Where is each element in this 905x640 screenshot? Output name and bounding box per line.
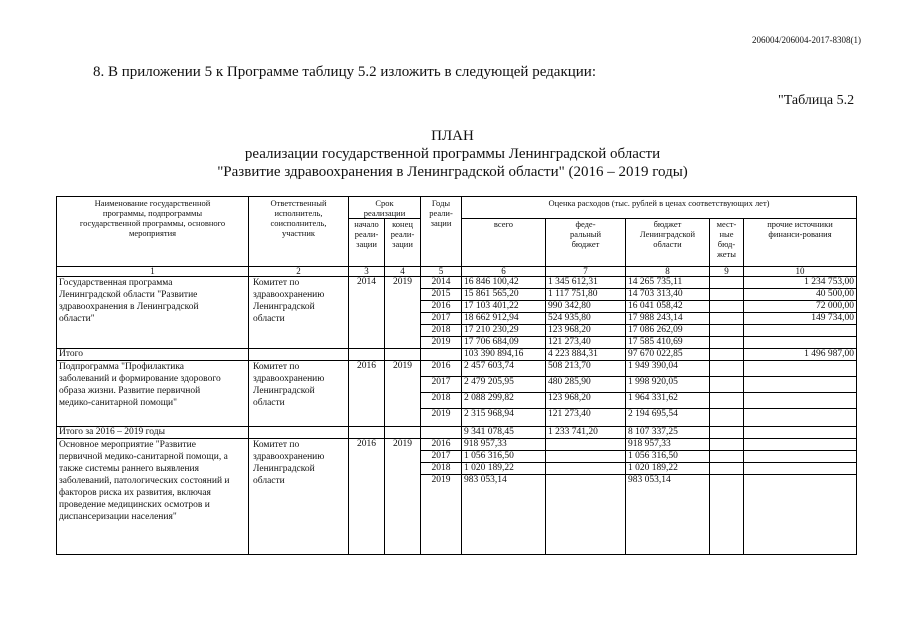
- col-num: 5: [421, 267, 462, 277]
- regional-cell: 16 041 058,42: [626, 301, 710, 313]
- local-cell: [710, 451, 744, 463]
- header-total: всего: [462, 219, 546, 267]
- other-cell: [744, 439, 857, 451]
- col-num: 8: [626, 267, 710, 277]
- other-cell: [744, 451, 857, 463]
- regional-cell: 1 020 189,22: [626, 463, 710, 475]
- col-num: 4: [385, 267, 421, 277]
- total-cell: 18 662 912,94: [462, 313, 546, 325]
- other-cell: [744, 409, 857, 427]
- local-cell: [710, 301, 744, 313]
- responsible-executor: Комитет по здравоохранению Ленинградской области: [249, 361, 349, 427]
- col-num: 10: [744, 267, 857, 277]
- other-cell: [744, 377, 857, 393]
- responsible-executor: Комитет по здравоохранению Ленинградской области: [249, 439, 349, 555]
- other-cell: [744, 361, 857, 377]
- other-cell: [744, 337, 857, 349]
- header-federal: феде-ральный бюджет: [546, 219, 626, 267]
- total-cell: 2 457 603,74: [462, 361, 546, 377]
- header-name: Наименование государственной программы, подпрограммы государственной программы, основного мероприятия: [57, 197, 249, 267]
- federal-cell: 508 213,70: [546, 361, 626, 377]
- summary-row: [57, 349, 857, 361]
- local-cell: [710, 377, 744, 393]
- plan-table: [56, 196, 857, 555]
- federal-cell: 123 968,20: [546, 325, 626, 337]
- col-num: 6: [462, 267, 546, 277]
- local-cell: [710, 463, 744, 475]
- col-num: 9: [710, 267, 744, 277]
- other-cell: [744, 325, 857, 337]
- header-years: Годы реали-зации: [421, 197, 462, 267]
- year-cell: 2018: [421, 325, 462, 337]
- summary-federal: 1 233 741,20: [546, 427, 626, 439]
- total-cell: 17 103 401,22: [462, 301, 546, 313]
- regional-cell: 983 053,14: [626, 475, 710, 555]
- header-local: мест-ные бюд-жеты: [710, 219, 744, 267]
- start-year: 2014: [349, 277, 385, 349]
- col-num: 7: [546, 267, 626, 277]
- other-cell: 40 500,00: [744, 289, 857, 301]
- header-regional: бюджет Ленинградской области: [626, 219, 710, 267]
- federal-cell: 480 285,90: [546, 377, 626, 393]
- year-cell: 2019: [421, 475, 462, 555]
- other-cell: [744, 393, 857, 409]
- year-cell: 2016: [421, 301, 462, 313]
- intro-paragraph: 8. В приложении 5 к Программе таблицу 5.2 изложить в следующей редакции:: [93, 64, 596, 80]
- regional-cell: 17 988 243,14: [626, 313, 710, 325]
- header-responsible: Ответственный исполнитель, соисполнитель, участник: [249, 197, 349, 267]
- regional-cell: 1 056 316,50: [626, 451, 710, 463]
- plan-subtitle: реализации государственной программы Ленинградской области: [244, 146, 661, 162]
- year-cell: 2016: [421, 439, 462, 451]
- regional-cell: 17 585 410,69: [626, 337, 710, 349]
- header-end: конец реали-зации: [385, 219, 421, 267]
- header-other: прочие источники финанси-рования: [744, 219, 857, 267]
- federal-cell: 121 273,40: [546, 337, 626, 349]
- header-estimate: Оценка расходов (тыс. рублей в ценах соответствующих лет): [462, 197, 857, 219]
- regional-cell: 14 265 735,11: [626, 277, 710, 289]
- summary-label: Итого: [57, 349, 249, 361]
- federal-cell: [546, 475, 626, 555]
- federal-cell: [546, 451, 626, 463]
- year-cell: 2019: [421, 409, 462, 427]
- summary-federal: 4 223 884,31: [546, 349, 626, 361]
- total-cell: 16 846 100,42: [462, 277, 546, 289]
- end-year: 2019: [385, 361, 421, 427]
- subprogram-name: Подпрограмма "Профилактика заболеваний и формирование здорового образа жизни. Развитие первичной медико-санитарной помощи": [57, 361, 249, 427]
- total-cell: 1 020 189,22: [462, 463, 546, 475]
- other-cell: 1 234 753,00: [744, 277, 857, 289]
- other-cell: [744, 475, 857, 555]
- other-cell: 149 734,00: [744, 313, 857, 325]
- plan-program-name: "Развитие здравоохранения в Ленинградской области" (2016 – 2019 годы): [217, 164, 688, 180]
- total-cell: 17 210 230,29: [462, 325, 546, 337]
- total-cell: 2 479 205,95: [462, 377, 546, 393]
- col-num: 2: [249, 267, 349, 277]
- start-year: 2016: [349, 361, 385, 427]
- other-cell: [744, 463, 857, 475]
- year-cell: 2017: [421, 313, 462, 325]
- regional-cell: 918 957,33: [626, 439, 710, 451]
- table-row: [57, 277, 857, 289]
- regional-cell: 1 949 390,04: [626, 361, 710, 377]
- start-year: 2016: [349, 439, 385, 555]
- year-cell: 2015: [421, 289, 462, 301]
- local-cell: [710, 439, 744, 451]
- federal-cell: 123 968,20: [546, 393, 626, 409]
- table-row: [57, 439, 857, 451]
- summary-regional: 97 670 022,85: [626, 349, 710, 361]
- summary-label: Итого за 2016 – 2019 годы: [57, 427, 249, 439]
- regional-cell: 17 086 262,09: [626, 325, 710, 337]
- col-num: 1: [57, 267, 249, 277]
- local-cell: [710, 361, 744, 377]
- total-cell: 1 056 316,50: [462, 451, 546, 463]
- regional-cell: 1 998 920,05: [626, 377, 710, 393]
- total-cell: 2 088 299,82: [462, 393, 546, 409]
- table-row: [57, 361, 857, 377]
- federal-cell: 524 935,80: [546, 313, 626, 325]
- total-cell: 983 053,14: [462, 475, 546, 555]
- total-cell: 17 706 684,09: [462, 337, 546, 349]
- col-num: 3: [349, 267, 385, 277]
- summary-total: 9 341 078,45: [462, 427, 546, 439]
- end-year: 2019: [385, 439, 421, 555]
- end-year: 2019: [385, 277, 421, 349]
- federal-cell: 1 345 612,31: [546, 277, 626, 289]
- local-cell: [710, 337, 744, 349]
- local-cell: [710, 289, 744, 301]
- table-label: "Таблица 5.2: [778, 93, 855, 108]
- year-cell: 2018: [421, 393, 462, 409]
- local-cell: [710, 313, 744, 325]
- regional-cell: 1 964 331,62: [626, 393, 710, 409]
- activity-name: Основное мероприятие "Развитие первичной медико-санитарной помощи, а также системы раннего выявления заболеваний, патологических состояний и факторов риска их развития, включая проведение медицинских осмотров и диспансеризации населения": [57, 439, 249, 555]
- year-cell: 2019: [421, 337, 462, 349]
- local-cell: [710, 325, 744, 337]
- regional-cell: 14 703 313,40: [626, 289, 710, 301]
- local-cell: [710, 393, 744, 409]
- plan-title: ПЛАН: [431, 128, 474, 144]
- other-cell: 72 000,00: [744, 301, 857, 313]
- year-cell: 2017: [421, 377, 462, 393]
- total-cell: 15 861 565,20: [462, 289, 546, 301]
- year-cell: 2016: [421, 361, 462, 377]
- federal-cell: 990 342,80: [546, 301, 626, 313]
- program-name: Государственная программа Ленинградской области "Развитие здравоохранения в Ленинградской области": [57, 277, 249, 349]
- year-cell: 2017: [421, 451, 462, 463]
- local-cell: [710, 277, 744, 289]
- responsible-executor: Комитет по здравоохранению Ленинградской области: [249, 277, 349, 349]
- total-cell: 918 957,33: [462, 439, 546, 451]
- federal-cell: [546, 463, 626, 475]
- federal-cell: 121 273,40: [546, 409, 626, 427]
- document-id: 206004/206004-2017-8308(1): [752, 35, 861, 45]
- federal-cell: [546, 439, 626, 451]
- local-cell: [710, 409, 744, 427]
- summary-total: 103 390 894,16: [462, 349, 546, 361]
- total-cell: 2 315 968,94: [462, 409, 546, 427]
- summary-row: [57, 427, 857, 439]
- local-cell: [710, 475, 744, 555]
- header-start: начало реали-зации: [349, 219, 385, 267]
- year-cell: 2014: [421, 277, 462, 289]
- year-cell: 2018: [421, 463, 462, 475]
- header-term: Срок реализации: [349, 197, 421, 219]
- federal-cell: 1 117 751,80: [546, 289, 626, 301]
- summary-other: 1 496 987,00: [744, 349, 857, 361]
- regional-cell: 2 194 695,54: [626, 409, 710, 427]
- summary-regional: 8 107 337,25: [626, 427, 710, 439]
